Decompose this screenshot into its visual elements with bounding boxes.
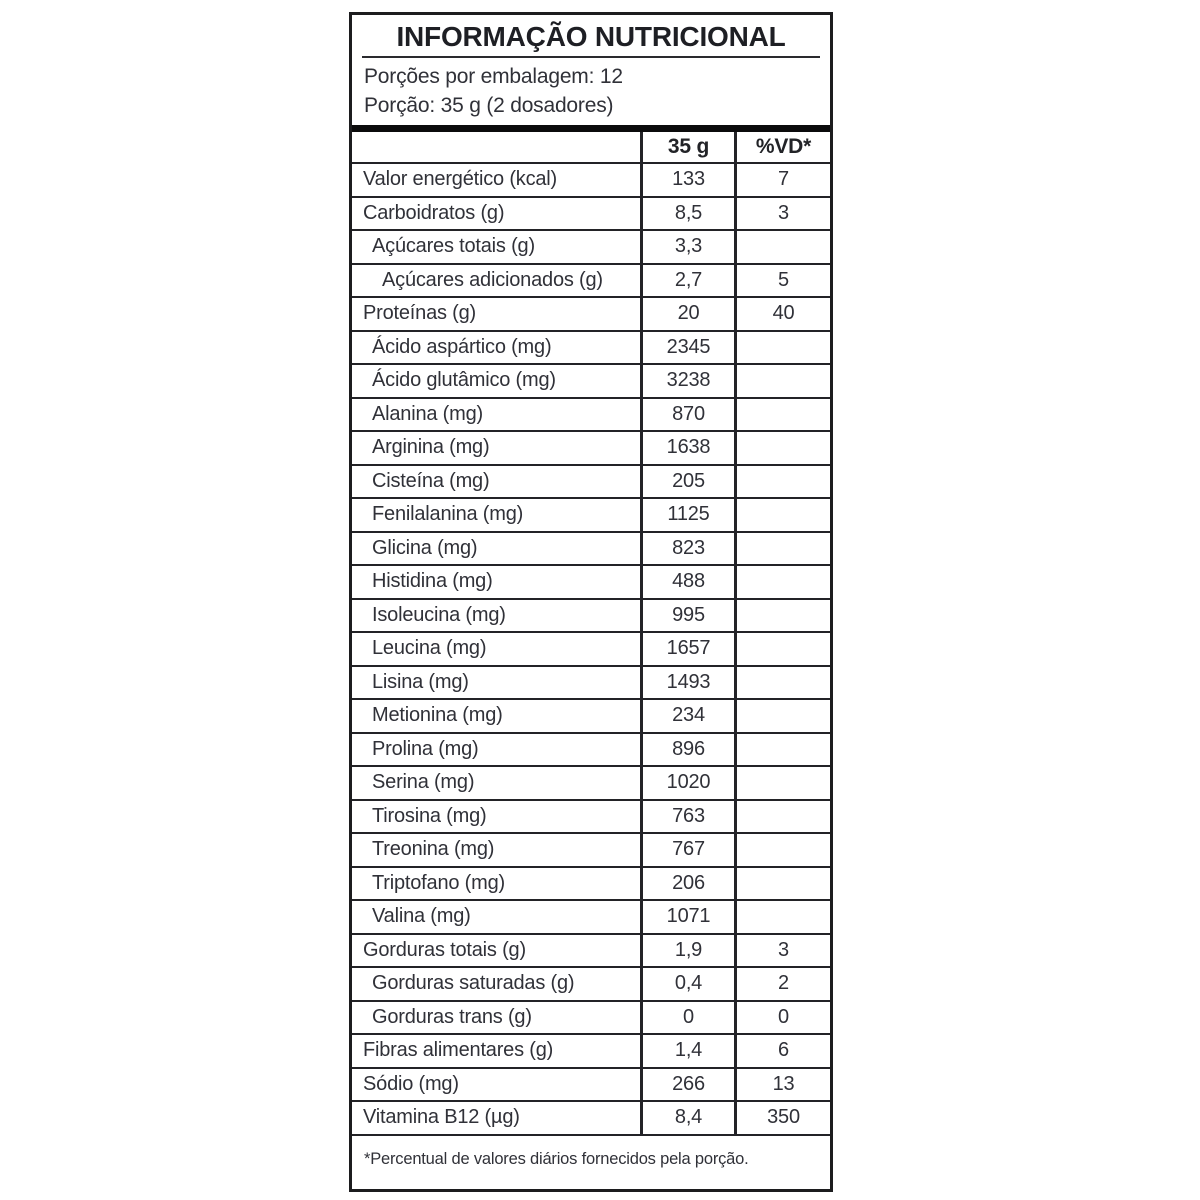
dv-value: 3 (734, 198, 830, 230)
table-row (352, 499, 830, 533)
nutrient-label: Valor energético (kcal) (363, 168, 558, 191)
servings-per-package: Porções por embalagem: 12 (364, 65, 623, 88)
header-empty-cell (352, 132, 640, 162)
table-row (352, 432, 830, 466)
table-row (352, 801, 830, 835)
table-row (352, 332, 830, 366)
table-row (352, 365, 830, 399)
dv-value (734, 633, 830, 665)
amount-value: 1,9 (640, 935, 734, 967)
table-row (352, 767, 830, 801)
amount-value: 20 (640, 298, 734, 330)
dv-value (734, 231, 830, 263)
amount-value: 1638 (640, 432, 734, 464)
amount-value: 1,4 (640, 1035, 734, 1067)
dv-value: 6 (734, 1035, 830, 1067)
amount-value: 2,7 (640, 265, 734, 297)
amount-value: 205 (640, 466, 734, 498)
dv-value (734, 466, 830, 498)
dv-value (734, 834, 830, 866)
table-row (352, 198, 830, 232)
nutrient-label: Lisina (mg) (372, 670, 469, 693)
table-row (352, 1035, 830, 1069)
table-row (352, 968, 830, 1002)
nutrient-label: Gorduras totais (g) (363, 938, 526, 961)
amount-value: 3,3 (640, 231, 734, 263)
nutrient-label: Sódio (mg) (363, 1072, 459, 1095)
amount-value: 870 (640, 399, 734, 431)
table-row (352, 667, 830, 701)
dv-value (734, 432, 830, 464)
dv-value (734, 801, 830, 833)
nutrient-label: Fibras alimentares (g) (363, 1039, 554, 1062)
nutrient-label: Ácido glutâmico (mg) (372, 369, 556, 392)
dv-value (734, 499, 830, 531)
table-row (352, 298, 830, 332)
nutrition-facts-label (349, 12, 833, 1192)
nutrient-label: Fenilalanina (mg) (372, 503, 524, 526)
nutrient-label: Arginina (mg) (372, 436, 490, 459)
nutrient-label: Histidina (mg) (372, 570, 493, 593)
amount-value: 488 (640, 566, 734, 598)
amount-value: 995 (640, 600, 734, 632)
nutrient-label: Açúcares totais (g) (372, 235, 535, 258)
nutrient-label: Carboidratos (g) (363, 201, 505, 224)
amount-value: 823 (640, 533, 734, 565)
nutrient-label: Alanina (mg) (372, 402, 483, 425)
column-header-dv: %VD* (734, 132, 830, 162)
nutrient-label: Açúcares adicionados (g) (382, 268, 603, 291)
dv-value (734, 365, 830, 397)
nutrient-label: Cisteína (mg) (372, 469, 490, 492)
amount-value: 234 (640, 700, 734, 732)
dv-value: 3 (734, 935, 830, 967)
nutrient-label: Vitamina B12 (µg) (363, 1106, 520, 1129)
dv-value (734, 734, 830, 766)
dv-value: 40 (734, 298, 830, 330)
nutrient-label: Valina (mg) (372, 905, 471, 928)
table-row (352, 1002, 830, 1036)
nutrient-label: Leucina (mg) (372, 637, 487, 660)
table-row (352, 566, 830, 600)
nutrient-label: Isoleucina (mg) (372, 603, 506, 626)
table-row (352, 1069, 830, 1103)
dv-value (734, 667, 830, 699)
amount-value: 2345 (640, 332, 734, 364)
nutrient-label: Treonina (mg) (372, 838, 495, 861)
nutrient-label: Proteínas (g) (363, 302, 477, 325)
dv-value: 0 (734, 1002, 830, 1034)
table-row (352, 231, 830, 265)
dv-value (734, 767, 830, 799)
nutrient-label: Tirosina (mg) (372, 804, 487, 827)
table-body (352, 164, 830, 1136)
dv-value (734, 700, 830, 732)
table-row (352, 1102, 830, 1136)
dv-value: 13 (734, 1069, 830, 1101)
table-row (352, 533, 830, 567)
amount-value: 266 (640, 1069, 734, 1101)
table-row (352, 834, 830, 868)
nutrient-label: Ácido aspártico (mg) (372, 335, 552, 358)
nutrient-label: Prolina (mg) (372, 737, 479, 760)
table-row (352, 734, 830, 768)
dv-value: 7 (734, 164, 830, 196)
dv-value: 5 (734, 265, 830, 297)
table-row (352, 700, 830, 734)
amount-value: 206 (640, 868, 734, 900)
table-row (352, 399, 830, 433)
dv-value (734, 332, 830, 364)
dv-value (734, 533, 830, 565)
amount-value: 1071 (640, 901, 734, 933)
dv-value (734, 399, 830, 431)
column-header-amount: 35 g (640, 132, 734, 162)
dv-value (734, 600, 830, 632)
table-row (352, 901, 830, 935)
header-separator-bar (352, 125, 830, 132)
table-row (352, 633, 830, 667)
table-row (352, 868, 830, 902)
nutrient-label: Gorduras trans (g) (372, 1005, 532, 1028)
amount-value: 763 (640, 801, 734, 833)
amount-value: 0 (640, 1002, 734, 1034)
nutrient-label: Serina (mg) (372, 771, 475, 794)
amount-value: 8,5 (640, 198, 734, 230)
footnote: *Percentual de valores diários fornecidos pela porção. (364, 1149, 749, 1168)
amount-value: 1657 (640, 633, 734, 665)
amount-value: 0,4 (640, 968, 734, 1000)
table-row (352, 164, 830, 198)
amount-value: 1020 (640, 767, 734, 799)
amount-value: 133 (640, 164, 734, 196)
amount-value: 1125 (640, 499, 734, 531)
dv-value: 2 (734, 968, 830, 1000)
nutrient-label: Glicina (mg) (372, 536, 478, 559)
table-row (352, 466, 830, 500)
dv-value (734, 901, 830, 933)
table-row (352, 935, 830, 969)
nutrient-label: Metionina (mg) (372, 704, 503, 727)
amount-value: 767 (640, 834, 734, 866)
amount-value: 8,4 (640, 1102, 734, 1134)
dv-value (734, 868, 830, 900)
nutrient-label: Triptofano (mg) (372, 871, 505, 894)
serving-info (352, 58, 830, 125)
amount-value: 1493 (640, 667, 734, 699)
nutrient-label: Gorduras saturadas (g) (372, 972, 575, 995)
dv-value (734, 566, 830, 598)
table-row (352, 600, 830, 634)
table-row (352, 265, 830, 299)
table-header-row (352, 132, 830, 164)
amount-value: 896 (640, 734, 734, 766)
serving-size: Porção: 35 g (2 dosadores) (364, 94, 614, 117)
dv-value: 350 (734, 1102, 830, 1134)
amount-value: 3238 (640, 365, 734, 397)
label-title: INFORMAÇÃO NUTRICIONAL (396, 21, 786, 52)
